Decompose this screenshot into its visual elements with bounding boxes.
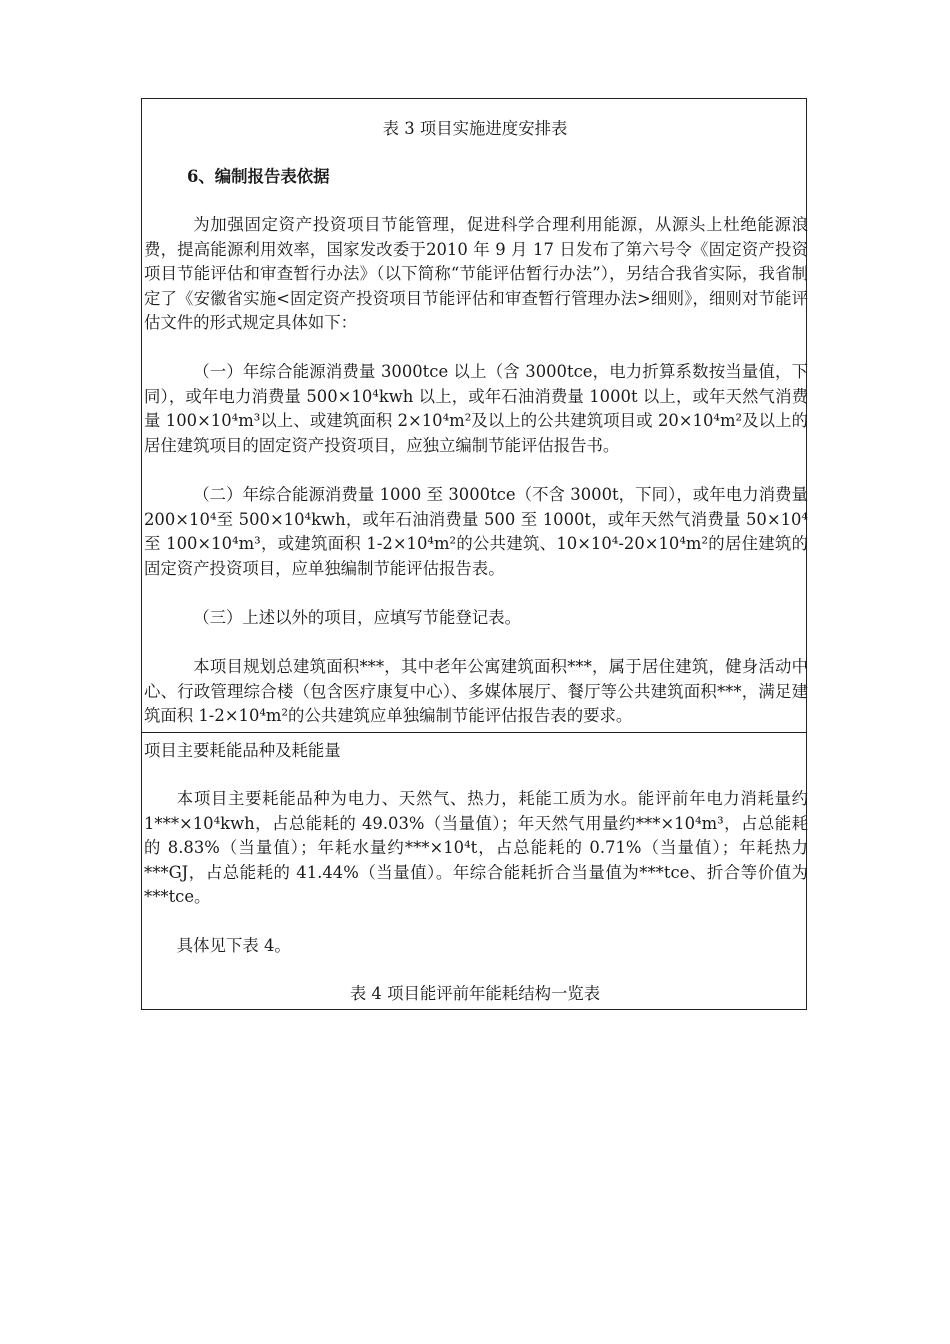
table3-caption: 表 3 项目实施进度安排表 (382, 119, 568, 138)
paragraph-see-table: 具体见下表 4。 (176, 936, 291, 955)
section-heading: 6、编制报告表依据 (187, 167, 330, 186)
paragraph-intro: 为加强固定资产投资项目节能管理，促进科学合理利用能源，从源头上杜绝能源浪费，提高能源利用效率，国家发改委于2010 年 9 月 17 日发布了第六号令《固定资产投资项目节能评估和审查暂行办法》（以下简称“节能评估暂行办法”），另结合我省实际，我省制定了《安徽省实施<固定资产投资项目节能评估和审查暂行管理办法>细则》，细则对节能评估文件的形式规定具体如下： (144, 215, 808, 333)
paragraph-clause-3: （三）上述以外的项目，应填写节能登记表。 (193, 608, 521, 627)
section2-title: 项目主要耗能品种及耗能量 (144, 741, 341, 760)
paragraph-clause-1: （一）年综合能源消费量 3000tce 以上（含 3000tce，电力折算系数按当量值，下同），或年电力消费量 500×10⁴kwh 以上，或年石油消费量 1000t 以上，或年天然气消费量 100×10⁴m³以上、或建筑面积 2×10⁴m²及以上的公共建筑项目或 20×10⁴m²及以上的居住建筑项目的固定资产投资项目，应独立编制节能评估报告书。 (144, 362, 808, 455)
paragraph-project: 本项目规划总建筑面积***，其中老年公寓建筑面积***，属于居住建筑，健身活动中心、行政管理综合楼（包含医疗康复中心）、多媒体展厅、餐厅等公共建筑面积***，满足建筑面积 1-2×10⁴m²的公共建筑应单独编制节能评估报告表的要求。 (144, 657, 808, 726)
paragraph-energy: 本项目主要耗能品种为电力、天然气、热力，耗能工质为水。能评前年电力消耗量约 1***×10⁴kwh，占总能耗的 49.03%（当量值）；年天然气用量约***×10⁴m³，占总能耗的 8.83%（当量值）；年耗水量约***×10⁴t，占总能耗的 0.71%（当量值）；年耗热力***GJ，占总能耗的 41.44%（当量值）。年综合能耗折合当量值为***tce、折合等价值为***tce。 (144, 789, 808, 907)
table-row-divider (142, 732, 806, 733)
table4-caption: 表 4 项目能评前年能耗结构一览表 (349, 984, 601, 1003)
paragraph-clause-2: （二）年综合能源消费量 1000 至 3000tce（不含 3000t，下同），或年电力消费量 200×10⁴至 500×10⁴kwh，或年石油消费量 500 至 1000t，或年天然气消费量 50×10⁴至 100×10⁴m³，或建筑面积 1-2×10⁴m²的公共建筑、10×10⁴-20×10⁴m²的居住建筑的固定资产投资项目，应单独编制节能评估报告表。 (144, 485, 808, 578)
document-frame (141, 98, 807, 1010)
